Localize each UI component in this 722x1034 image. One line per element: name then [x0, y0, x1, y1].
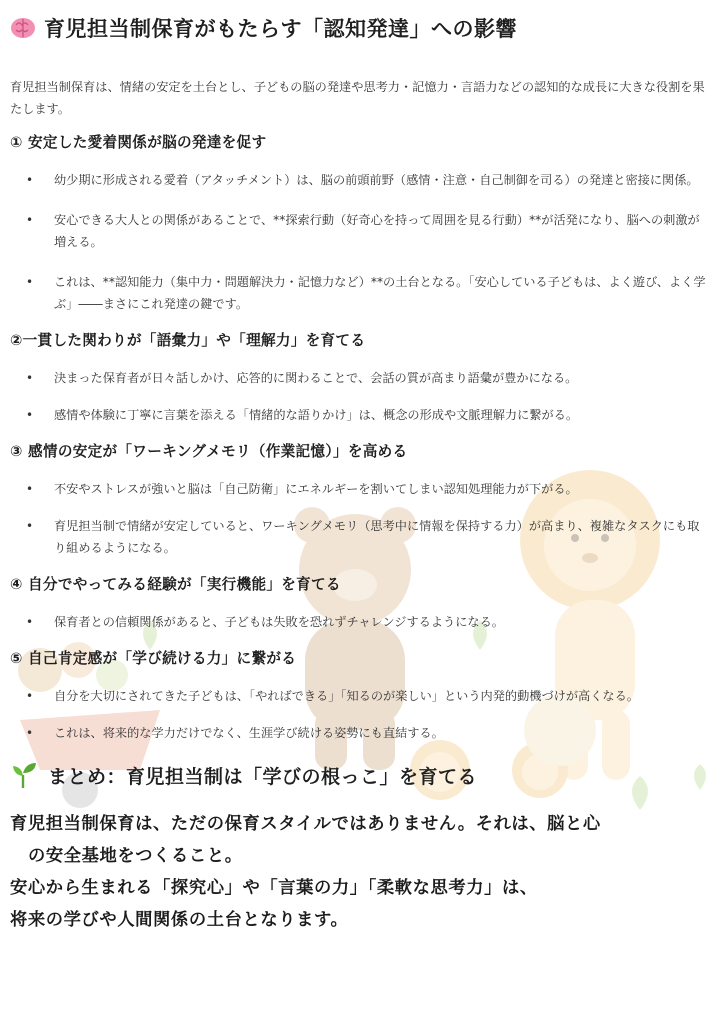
- section-heading: ②一貫した関わりが「語彙力」や「理解力」を育てる: [10, 332, 366, 349]
- list-item: • 決まった保育者が日々話しかけ、応答的に関わることで、会話の質が高まり語彙が豊かになる。: [26, 371, 578, 385]
- list-item: • 感情や体験に丁寧に言葉を添える「情緒的な語りかけ」は、概念の形成や文脈理解力に繋がる。: [26, 408, 579, 422]
- list-item: • 不安やストレスが強いと脳は「自己防衛」にエネルギーを割いてしまい認知処理能力が下がる。: [26, 482, 578, 496]
- document-body: [0, 10, 722, 936]
- summary-line: 将来の学びや人間関係の土台となります。: [10, 910, 349, 930]
- section-3: [10, 441, 708, 559]
- section-4: [10, 574, 708, 633]
- list-item: • これは、**認知能力（集中力・問題解決力・記憶力など）**の土台となる。「安心している子どもは、よく遊び、よく学ぶ」――まさにこれ発達の鍵です。: [26, 275, 706, 311]
- section-heading: ④ 自分でやってみる経験が「実行機能」を育てる: [10, 576, 341, 593]
- section-heading: ① 安定した愛着関係が脳の発達を促す: [10, 134, 267, 151]
- summary-line: の安全基地をつくること。: [28, 846, 243, 866]
- sprout-icon: [10, 761, 38, 789]
- summary-line: 育児担当制保育は、ただの保育スタイルではありません。それは、脳と心: [10, 814, 601, 834]
- section-heading: ⑤ 自己肯定感が「学び続ける力」に繋がる: [10, 650, 297, 667]
- summary-heading-text: まとめ：育児担当制は「学びの根っこ」を育てる: [48, 765, 478, 788]
- list-item: • これは、将来的な学力だけでなく、生涯学び続ける姿勢にも直結する。: [26, 726, 444, 740]
- list-item: • 育児担当制で情緒が安定していると、ワーキングメモリ（思考中に情報を保持する力）が高まり、複雑なタスクにも取り組めるようになる。: [26, 519, 700, 555]
- list-item: • 保育者との信頼関係があると、子どもは失敗を恐れずチャレンジするようになる。: [26, 615, 504, 629]
- page-title: [10, 10, 708, 46]
- bullet-list: [10, 685, 708, 744]
- summary-text: [10, 808, 708, 936]
- bullet-list: [10, 169, 708, 315]
- bullet-list: [10, 367, 708, 426]
- list-item: • 幼少期に形成される愛着（アタッチメント）は、脳の前頭前野（感情・注意・自己制御を司る）の発達と密接に関係。: [26, 173, 699, 187]
- bullet-list: [10, 478, 708, 559]
- page-title-text: 育児担当制保育がもたらす「認知発達」への影響: [44, 17, 517, 41]
- section-heading: ③ 感情の安定が「ワーキングメモリ（作業記憶）」を高める: [10, 443, 408, 460]
- list-item: • 自分を大切にされてきた子どもは、「やればできる」「知るのが楽しい」という内発的動機づけが高くなる。: [26, 689, 639, 703]
- section-5: [10, 648, 708, 744]
- intro-paragraph: 育児担当制保育は、情緒の安定を土台とし、子どもの脳の発達や思考力・記憶力・言語力などの認知的な成長に大きな役割を果たします。: [10, 80, 705, 116]
- bullet-list: [10, 611, 708, 633]
- brain-icon: [10, 15, 36, 41]
- summary-line: 安心から生まれる「探究心」や「言葉の力」「柔軟な思考力」は、: [10, 878, 538, 898]
- section-2: [10, 330, 708, 426]
- summary-heading: [10, 760, 708, 790]
- section-1: [10, 132, 708, 315]
- list-item: • 安心できる大人との関係があることで、**探索行動（好奇心を持って周囲を見る行動）**が活発になり、脳への刺激が増える。: [26, 213, 700, 249]
- summary-section: [10, 760, 708, 936]
